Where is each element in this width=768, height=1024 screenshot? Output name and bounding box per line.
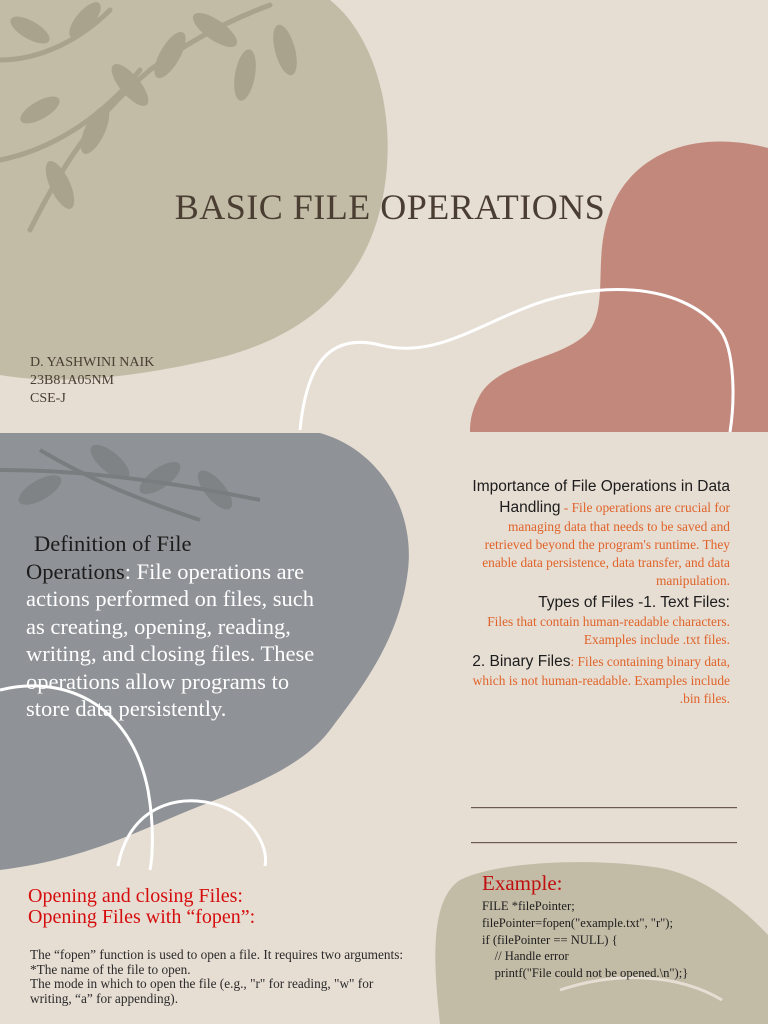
divider-line-1 [471, 807, 737, 808]
code-line: printf("File could not be opened.\n");} [482, 966, 689, 981]
importance-heading: Importance of File Operations in Data Handling [472, 478, 730, 516]
example-heading: Example: [482, 871, 563, 895]
opening-heading-line2: Opening Files with “fopen”: [28, 906, 256, 928]
author-section: CSE-J [30, 391, 66, 406]
definition-body: : File operations are actions performed on files, such as creating, opening, reading, writing, and closing files. These operations allow programs to store data persistently. [26, 558, 315, 721]
definition-heading-line1: Definition of File [34, 531, 192, 556]
page-title: BASIC FILE OPERATIONS [174, 187, 606, 227]
binary-heading: 2. Binary Files [472, 653, 571, 670]
importance-section [472, 476, 730, 708]
example-code [482, 898, 688, 982]
opening-heading-line1: Opening and closing Files: [28, 885, 243, 907]
code-line: FILE *filePointer; [482, 899, 575, 913]
code-line: if (filePointer == NULL) { [482, 932, 618, 947]
definition-heading-line2: Operations [26, 558, 125, 584]
divider-line-2 [471, 842, 737, 843]
binary-files-desc: : Files containing binary data, which is not human-readable. Examples include .bin files. [472, 654, 730, 706]
opening-body-line2: The mode in which to open the file (e.g., "r" for reading, "w" for writing, “a” for appending). [30, 976, 374, 1006]
opening-section-heading [28, 886, 388, 928]
text-files-desc: Files that contain human-readable characters. Examples include .txt files. [487, 614, 730, 647]
opening-body-line1: The “fopen” function is used to open a file. It requires two arguments: *The name of the file to open. [30, 947, 404, 977]
code-line: // Handle error [482, 949, 569, 964]
definition-section [26, 530, 336, 723]
code-line: filePointer=fopen("example.txt", "r"); [482, 915, 673, 930]
types-heading: Types of Files -1. Text Files: [538, 594, 730, 611]
author-block [30, 354, 154, 408]
author-roll: 23B81A05NM [30, 373, 115, 388]
importance-body: - File operations are crucial for managing data that needs to be saved and retrieved beyond the program's runtime. They enable data persistence, data transfer, and data manipulation. [482, 500, 730, 588]
author-name: D. YASHWINI NAIK [30, 355, 155, 370]
opening-section-body [30, 948, 410, 1006]
